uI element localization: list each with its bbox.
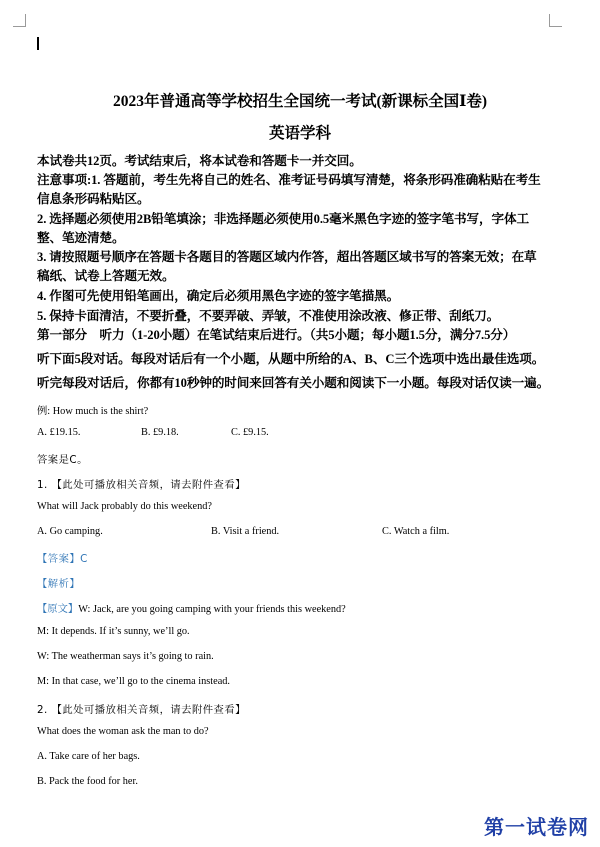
section-instruction: 听下面5段对话。每段对话后有一个小题，从题中所给的A、B、C三个选项中选出最佳选项。 bbox=[37, 352, 545, 366]
q1-option-b: B. Visit a friend. bbox=[211, 526, 280, 537]
example-answer: 答案是C。 bbox=[37, 454, 88, 466]
text-cursor bbox=[37, 37, 39, 50]
q1-analysis-label: 【解析】 bbox=[37, 578, 81, 590]
example-option-c: C. £9.15. bbox=[231, 427, 269, 438]
instruction-line: 本试卷共12页。考试结束后，将本试卷和答题卡一并交回。 bbox=[37, 154, 362, 168]
exam-title: 2023年普通高等学校招生全国统一考试(新课标全国Ⅰ卷) bbox=[112, 93, 488, 110]
crop-mark-top-right bbox=[549, 14, 562, 27]
dialogue-line: W: The weatherman says it’s going to rain. bbox=[37, 651, 214, 662]
instruction-line: 5. 保持卡面清洁，不要折叠，不要弄破、弄皱，不准使用涂改液、修正带、刮纸刀。 bbox=[37, 309, 500, 323]
instruction-line: 4. 作图可先使用铅笔画出，确定后必须用黑色字迹的签字笔描黑。 bbox=[37, 289, 400, 303]
example-option-a: A. £19.15. bbox=[37, 427, 81, 438]
q1-original-text bbox=[37, 600, 346, 615]
instruction-line: 2. 选择题必须使用2B铅笔填涂；非选择题必须使用0.5毫米黑色字迹的签字笔书写，字体工 bbox=[37, 212, 530, 226]
instruction-line: 3. 请按照题号顺序在答题卡各题目的答题区域内作答，超出答题区域书写的答案无效；在草 bbox=[37, 250, 537, 264]
instruction-line: 整、笔迹清楚。 bbox=[37, 231, 125, 245]
original-line: W: Jack, are you going camping with your friends this weekend? bbox=[78, 604, 346, 615]
q1-answer: 【答案】C bbox=[37, 553, 88, 565]
dialogue-line: M: In that case, we’ll go to the cinema instead. bbox=[37, 676, 231, 687]
section-instruction: 听完每段对话后，你都有10秒钟的时间来回答有关小题和阅读下一小题。每段对话仅读一遍。 bbox=[37, 376, 550, 390]
q1-option-a: A. Go camping. bbox=[37, 526, 103, 537]
section-heading: 第一部分 听力（1-20小题）在笔试结束后进行。（共5小题；每小题1.5分，满分7.5分） bbox=[37, 328, 516, 342]
original-label: 【原文】 bbox=[37, 603, 79, 615]
question-1: What will Jack probably do this weekend? bbox=[37, 501, 212, 512]
q1-option-c: C. Watch a film. bbox=[382, 526, 450, 537]
instruction-line: 信息条形码粘贴区。 bbox=[37, 192, 150, 206]
audio-note: 2. 【此处可播放相关音频，请去附件查看】 bbox=[37, 704, 246, 716]
q2-option-a: A. Take care of her bags. bbox=[37, 751, 140, 762]
instruction-line: 注意事项:1. 答题前，考生先将自己的姓名、准考证号码填写清楚，将条形码准确粘贴在考生 bbox=[37, 173, 541, 187]
site-watermark: 第一试卷网 bbox=[484, 815, 589, 839]
example-option-b: B. £9.18. bbox=[141, 427, 179, 438]
question-2: What does the woman ask the man to do? bbox=[37, 726, 209, 737]
dialogue-line: M: It depends. If it’s sunny, we’ll go. bbox=[37, 626, 190, 637]
q2-option-b: B. Pack the food for her. bbox=[37, 776, 138, 787]
crop-mark-top-left bbox=[13, 14, 26, 27]
audio-note: 1. 【此处可播放相关音频，请去附件查看】 bbox=[37, 479, 246, 491]
exam-subject: 英语学科 bbox=[268, 125, 331, 142]
example-question: 例: How much is the shirt? bbox=[37, 406, 149, 417]
instruction-line: 稿纸、试卷上答题无效。 bbox=[37, 269, 175, 283]
